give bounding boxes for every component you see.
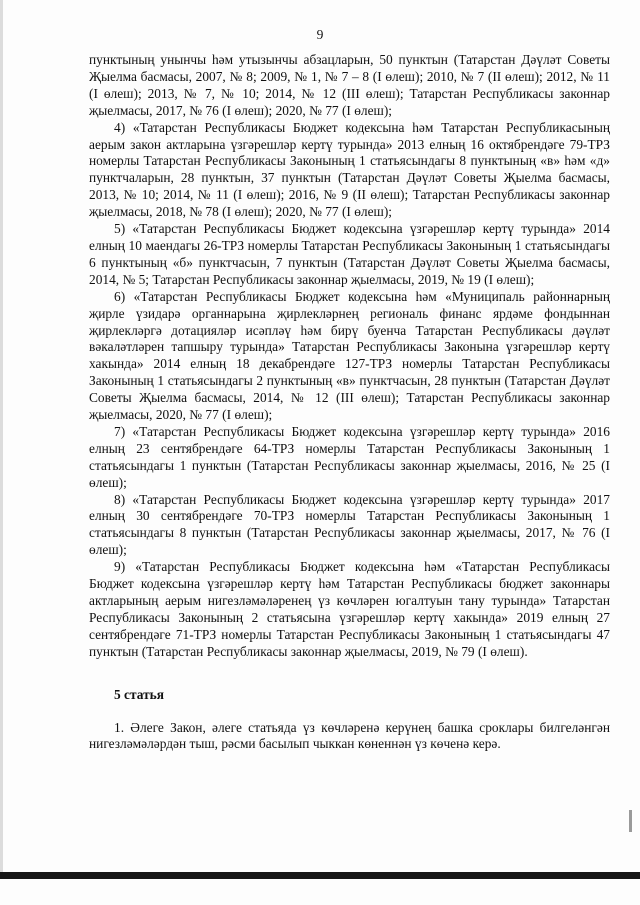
list-item-4: 4) «Татарстан Республикасы Бюджет кодексына һәм Татарстан Республикасының аерым закон актларына үзгәрешләр кертү турында» 2013 елның 16 октябрендәге 79-ТРЗ номерлы Татарстан Республикасы Законының 1 статьясындагы 8 пунктының «в» һәм «д» пунктчаларын, 28 пунктын, 37 пунктын (Татарстан Дәүләт Советы Җыелма басмасы, 2013, № 10; 2014, № 11 (I өлеш); 2016, № 9 (II өлеш); Татарстан Республикасы законнар җыелмасы, 2018, № 78 (I өлеш); 2020, № 77 (I өлеш); [89,119,610,220]
paragraph-continuation: пунктының унынчы һәм утызынчы абзацларын, 50 пунктын (Татарстан Дәүләт Советы Җыелма басмасы, 2007, № 8; 2009, № 1, № 7 – 8 (I өлеш); 2010, № 7 (II өлеш); 2012, № 11 (I өлеш); 2013, № 7, № 10; 2014, № 12 (III өлеш); Татарстан Республикасы законнар җыелмасы, 2017, № 76 (I өлеш); 2020, № 77 (I өлеш); [89,52,610,118]
scan-artifact-mark [629,810,632,832]
list-item-8: 8) «Татарстан Республикасы Бюджет кодексына үзгәрешләр кертү турында» 2017 елның 30 сентябрендәге 70-ТРЗ номерлы Татарстан Республикасы Законының 1 статьясындагы 8 пунктын (Татарстан Республикасы законнар җыелмасы, 2017, № 76 (I өлеш); [89,491,610,558]
document-body [89,52,610,753]
list-item-9: 9) «Татарстан Республикасы Бюджет кодексына һәм «Татарстан Республикасы Бюджет кодексына үзгәрешләр кертү һәм Татарстан Республикасы бюджет законнары актларының аерым нигезләмәләренең үз көчләрен югалтуын тану турында» Татарстан Республикасы Законының 2 статьясына үзгәрешләр кертү хакында» 2019 елның 27 сентябрендәге 71-ТРЗ номерлы Татарстан Республикасы Законының 1 статьясындагы 47 пунктын (Татарстан Республикасы законнар җыелмасы, 2019, № 79 (I өлеш). [89,559,610,659]
list-item-7: 7) «Татарстан Республикасы Бюджет кодексына үзгәрешләр кертү турында» 2016 елның 23 сентябрендәге 64-ТРЗ номерлы Татарстан Республикасы Законының 1 статьясындагы 1 пунктын (Татарстан Республикасы законнар җыелмасы, 2016, № 25 (I өлеш); [89,423,610,490]
article-heading: 5 статья [114,686,164,702]
scan-left-edge [0,0,3,872]
scan-bottom-edge [0,872,640,879]
article-paragraph: 1. Әлеге Закон, әлеге статьяда үз көчләренә керүнең башка сроклары билгеләнгән нигезләмәләрдән тыш, рәсми басылып чыккан көненнән үз көченә керә. [89,719,610,752]
page-number: 9 [316,27,324,42]
list-item-6: 6) «Татарстан Республикасы Бюджет кодексына һәм «Муниципаль районнарның җирле үзидарә органнарына җирлекләрнең региональ финанс ярдәме фондыннан җирлекләргә дотацияләр исәпләү һәм бирү буенча Татарстан Республикасы дәүләт вәкаләтләрен тапшыру турында» Татарстан Республикасы Законына үзгәрешләр кертү хакында» 2014 елның 18 декабрендәге 127-ТРЗ номерлы Татарстан Республикасы Законының 1 статьясындагы 2 пунктының «в» пунктчасын, 28 пунктын (Татарстан Дәүләт Советы Җыелма басмасы, 2014, № 12 (III өлеш); Татарстан Республикасы законнар җыелмасы, 2020, № 77 (I өлеш); [89,288,610,423]
list-item-5: 5) «Татарстан Республикасы Бюджет кодексына үзгәрешләр кертү турында» 2014 елның 10 маендагы 26-ТРЗ номерлы Татарстан Республикасы Законының 1 статьясындагы 6 пунктының «б» пунктчасын, 7 пунктын (Татарстан Дәүләт Советы Җыелма басмасы, 2014, № 5; Татарстан Республикасы законнар җыелмасы, 2019, № 19 (I өлеш); [89,221,610,287]
